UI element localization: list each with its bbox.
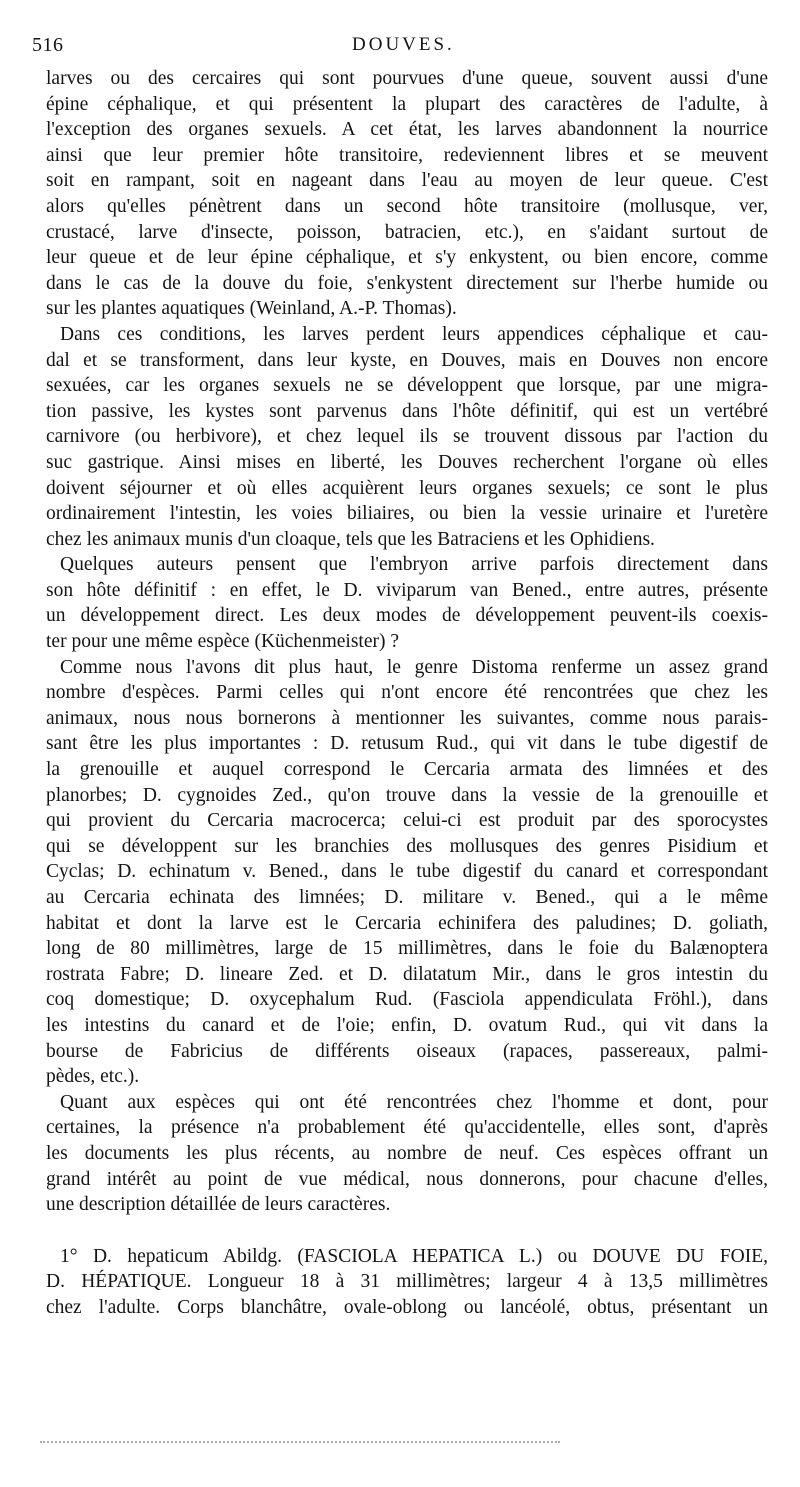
text-line: Comme nous l'avons dit plus haut, le genre Distoma renferme un assez grand [60, 656, 768, 678]
text-line: son hôte définitif : en effet, le D. viviparum van Bened., entre autres, présente [46, 579, 768, 601]
text-line: pèdes, etc.). [46, 1066, 140, 1088]
text-line: leur queue et de leur épine céphalique, et s'y enkystent, ou bien encore, comme [46, 247, 768, 269]
text-line: chez l'adulte. Corps blanchâtre, ovale-oblong ou lancéolé, obtus, présentant un [46, 1296, 768, 1318]
text-line: sant être les plus importantes : D. retusum Rud., qui vit dans le tube digestif de [46, 733, 768, 755]
text-line: coq domestique; D. oxycephalum Rud. (Fasciola appendiculata Fröhl.), dans [46, 989, 768, 1011]
text-line: carnivore (ou herbivore), et chez lequel ils se trouvent dissous par l'action du [46, 426, 768, 448]
text-line: bourse de Fabricius de différents oiseaux (rapaces, passereaux, palmi- [46, 1040, 768, 1062]
text-line: qui se développent sur les branchies des mollusques des genres Pisidium et [46, 835, 768, 857]
page-header [32, 34, 768, 58]
text-line: long de 80 millimètres, large de 15 millimètres, dans le foie du Balænoptera [46, 938, 768, 960]
text-line: Dans ces conditions, les larves perdent leurs appendices céphalique et cau- [60, 323, 768, 345]
text-line: dans le cas de la douve du foie, s'enkystent directement sur l'herbe humide ou [46, 272, 768, 294]
body-text [46, 66, 768, 1321]
text-line: une description détaillée de leurs caractères. [46, 1194, 391, 1216]
text-line: chez les animaux munis d'un cloaque, tels que les Batraciens et les Ophidiens. [46, 528, 655, 550]
text-line: ter pour une même espèce (Küchenmeister) ? [46, 631, 399, 653]
text-line: les intestins du canard et de l'oie; enfin, D. ovatum Rud., qui vit dans la [46, 1014, 768, 1036]
text-line: D. HÉPATIQUE. Longueur 18 à 31 millimètres; largeur 4 à 13,5 millimètres [46, 1271, 768, 1293]
text-line: habitat et dont la larve est le Cercaria echinifera des paludines; D. goliath, [46, 912, 768, 934]
text-line: 1° D. hepaticum Abildg. (FASCIOLA HEPATICA L.) ou DOUVE DU FOIE, [60, 1245, 768, 1267]
text-line: doivent séjourner et où elles acquièrent leurs organes sexuels; ce sont le plus [46, 477, 768, 499]
text-line: au Cercaria echinata des limnées; D. militare v. Bened., qui a le même [46, 887, 768, 908]
text-line: épine céphalique, et qui présentent la plupart des caractères de l'adulte, à [46, 93, 768, 115]
text-line: dal et se transforment, dans leur kyste, en Douves, mais en Douves non encore [46, 349, 768, 371]
text-line: alors qu'elles pénètrent dans un second hôte transitoire (mollusque, ver, [46, 195, 768, 217]
text-line: nombre d'espèces. Parmi celles qui n'ont encore été rencontrées que chez les [46, 682, 768, 704]
text-line: certaines, la présence n'a probablement été qu'accidentelle, elles sont, d'après [46, 1117, 768, 1139]
text-line: Quelques auteurs pensent que l'embryon arrive parfois directement dans [60, 554, 768, 576]
text-line: un développement direct. Les deux modes de développement peuvent-ils coexis- [46, 605, 768, 627]
text-line: sexuées, car les organes sexuels ne se développent que lorsque, par une migra- [46, 375, 768, 397]
text-line: qui provient du Cercaria macrocerca; celui-ci est produit par des sporocystes [46, 810, 768, 832]
paragraph-gap [46, 1218, 768, 1244]
text-line: sur les plantes aquatiques (Weinland, A.-P. Thomas). [46, 298, 457, 320]
text-line: suc gastrique. Ainsi mises en liberté, les Douves recherchent l'organe où elles [46, 451, 768, 473]
text-line: soit en rampant, soit en nageant dans l'eau au moyen de leur queue. C'est [46, 170, 768, 192]
text-line: Quant aux espèces qui ont été rencontrées chez l'homme et dont, pour [60, 1091, 768, 1113]
text-line: larves ou des cercaires qui sont pourvues d'une queue, souvent aussi d'une [46, 68, 768, 89]
text-line: animaux, nous nous bornerons à mentionner les suivantes, comme nous parais- [46, 707, 768, 729]
text-line: tion passive, les kystes sont parvenus dans l'hôte définitif, qui est un vertébré [46, 400, 768, 422]
running-title: DOUVES. [352, 34, 455, 55]
text-line: la grenouille et auquel correspond le Cercaria armata des limnées et des [46, 759, 768, 781]
text-line: rostrata Fabre; D. lineare Zed. et D. dilatatum Mir., dans le gros intestin du [46, 963, 768, 985]
text-line: ainsi que leur premier hôte transitoire, redeviennent libres et se meuvent [46, 144, 768, 166]
page-number: 516 [32, 34, 64, 56]
text-line: l'exception des organes sexuels. A cet état, les larves abandonnent la nourrice [46, 119, 768, 141]
bottom-artifact-line [40, 1441, 560, 1447]
text-line: grand intérêt au point de vue médical, nous donnerons, pour chacune d'elles, [46, 1168, 768, 1190]
text-line: les documents les plus récents, au nombre de neuf. Ces espèces offrant un [46, 1142, 768, 1164]
text-line: crustacé, larve d'insecte, poisson, batracien, etc.), en s'aidant surtout de [46, 221, 768, 243]
text-line: ordinairement l'intestin, les voies biliaires, ou bien la vessie urinaire et l'uretère [46, 503, 768, 525]
text-line: Cyclas; D. echinatum v. Bened., dans le tube digestif du canard et correspondant [46, 861, 768, 883]
text-line: planorbes; D. cygnoides Zed., qu'on trouve dans la vessie de la grenouille et [46, 784, 768, 806]
